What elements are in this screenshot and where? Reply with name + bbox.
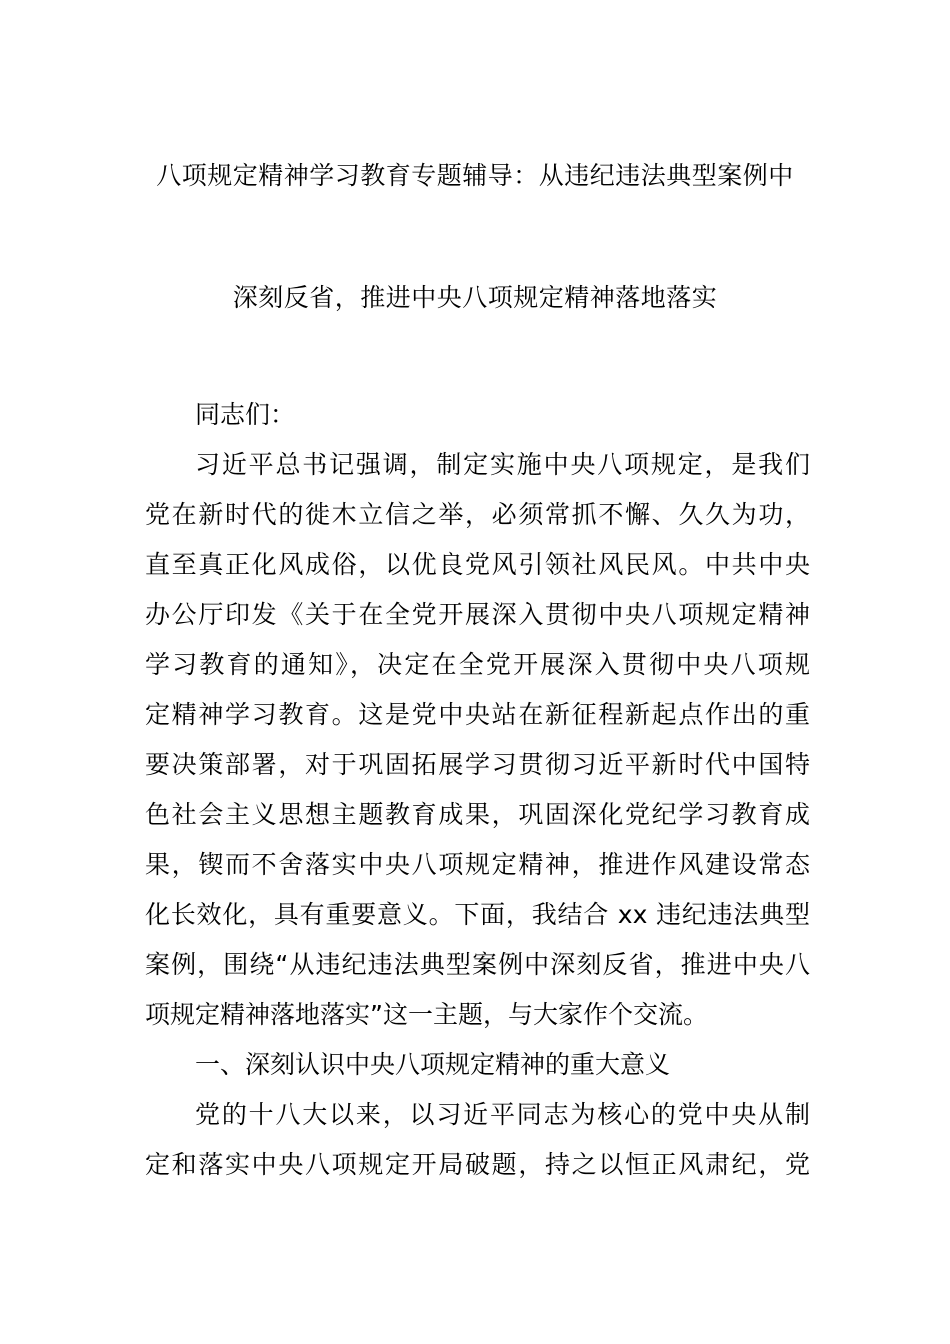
paragraph-1-line: 办公厅印发《关于在全党开展深入贯彻中央八项规定精神 [145,600,810,629]
document-title-line-1: 八项规定精神学习教育专题辅导：从违纪违法典型案例中 [156,161,794,190]
paragraph-2-line: 党的十八大以来，以习近平同志为核心的党中央从制 [195,1100,810,1129]
salutation: 同志们： [195,400,296,429]
paragraph-1-line: 色社会主义思想主题教育成果，巩固深化党纪学习教育成 [145,800,810,829]
paragraph-1-line: 果，锲而不舍落实中央八项规定精神，推进作风建设常态 [145,850,810,879]
document-title-line-2: 深刻反省，推进中央八项规定精神落地落实 [232,283,718,312]
paragraph-1-line: 党在新时代的徙木立信之举，必须常抓不懈、久久为功， [145,500,810,529]
paragraph-1-line: 习近平总书记强调，制定实施中央八项规定，是我们 [195,450,810,479]
paragraph-1-line: 化长效化，具有重要意义。下面，我结合 xx 违纪违法典型 [145,900,810,929]
paragraph-1-line: 直至真正化风成俗，以优良党风引领社风民风。中共中央 [145,550,810,579]
paragraph-1-line: 项规定精神落地落实”这一主题，与大家作个交流。 [145,1000,708,1029]
paragraph-2-line: 定和落实中央八项规定开局破题，持之以恒正风肃纪，党 [145,1150,810,1179]
paragraph-1-line: 案例，围绕“从违纪违法典型案例中深刻反省，推进中央八 [145,950,810,979]
paragraph-1-line: 定精神学习教育。这是党中央站在新征程新起点作出的重 [145,700,810,729]
paragraph-1-line: 学习教育的通知》，决定在全党开展深入贯彻中央八项规 [145,650,810,679]
paragraph-1-line: 要决策部署，对于巩固拓展学习贯彻习近平新时代中国特 [145,750,810,779]
section-heading: 一、深刻认识中央八项规定精神的重大意义 [195,1050,671,1079]
